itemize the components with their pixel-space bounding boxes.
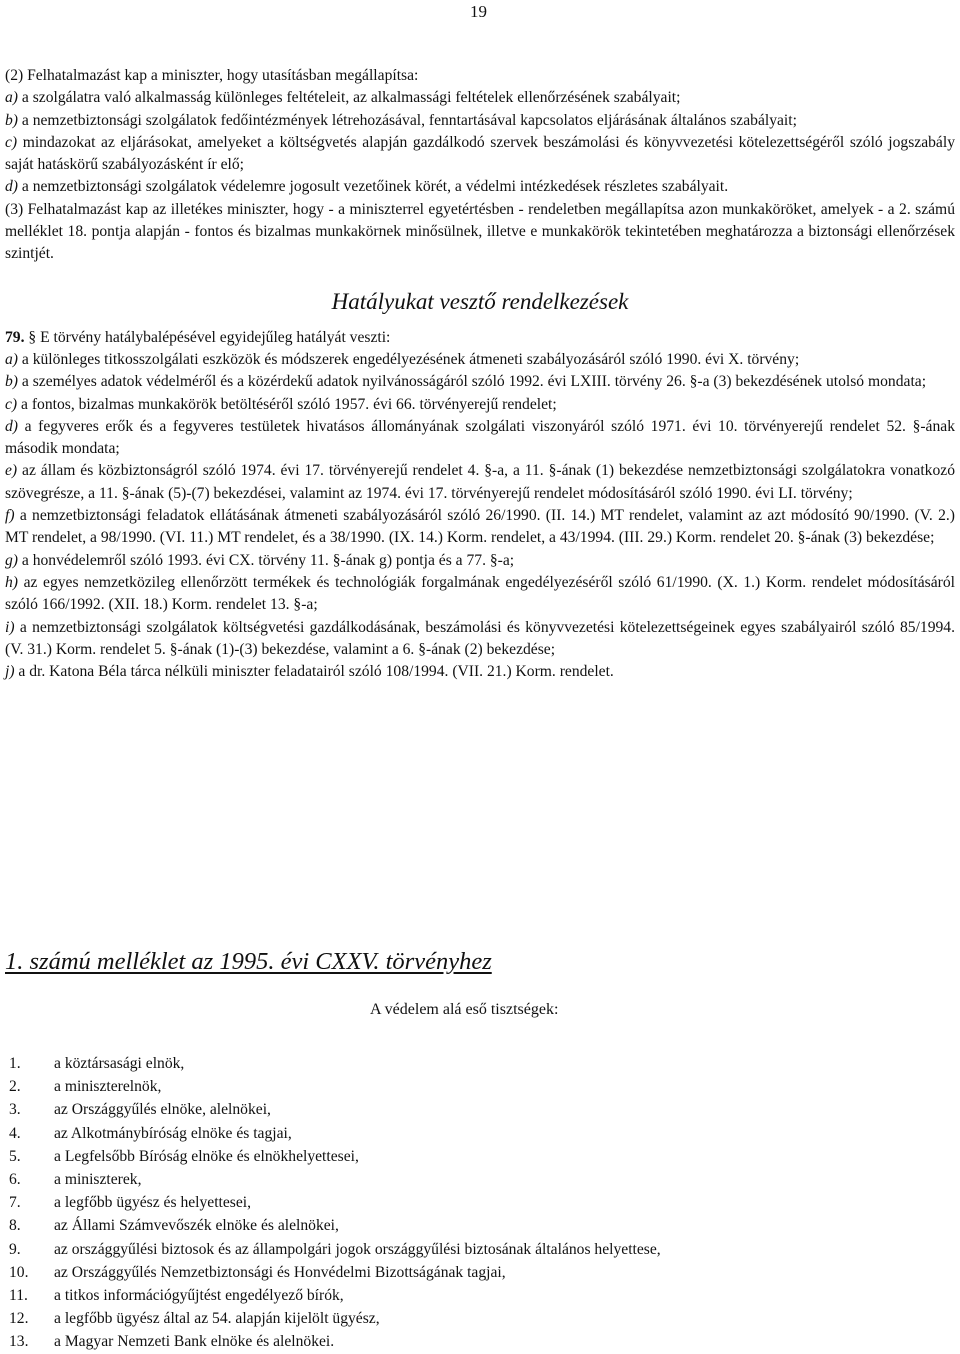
list-item-text: a miniszterelnök, xyxy=(54,1078,162,1096)
list-item-text: a legfőbb ügyész által az 54. alapján kijelölt ügyész, xyxy=(54,1310,380,1328)
page-number: 19 xyxy=(470,2,487,21)
list-item xyxy=(5,1122,661,1145)
paragraph-label: d) xyxy=(5,417,18,435)
annex-title: 1. számú melléklet az 1995. évi CXXV. törvényhez xyxy=(5,948,492,975)
list-item xyxy=(5,1075,661,1098)
paragraph xyxy=(5,349,955,371)
document-body xyxy=(5,65,955,683)
paragraph xyxy=(5,199,955,266)
paragraph-text: (3) Felhatalmazást kap az illetékes miniszter, hogy - a miniszterrel egyetértésben - rendeletben megállapítsa azon munkaköröket, amelyek - a 2. számú melléklet 18. pontja alapján - fontos és bizalmas munkakörnek minősülnek, illetve e munkakörök tekintetében meghatározza a biztonsági ellenőrzések szintjét. xyxy=(5,200,955,263)
paragraph-label: a) xyxy=(5,350,18,368)
list-item xyxy=(5,1098,661,1121)
list-item-number: 1. xyxy=(9,1055,21,1072)
paragraph-label: h) xyxy=(5,573,18,591)
list-item-text: a titkos információgyűjtést engedélyező bírók, xyxy=(54,1287,344,1305)
paragraph-text: a dr. Katona Béla tárca nélküli miniszter feladatairól szóló 108/1994. (VII. 21.) Korm. rendelet. xyxy=(14,663,614,681)
list-item xyxy=(5,1145,661,1168)
paragraph-label: f) xyxy=(5,507,15,525)
list-item-number: 3. xyxy=(9,1101,21,1119)
list-item-text: az Országgyűlés elnöke, alelnökei, xyxy=(54,1101,271,1119)
paragraph-text: a honvédelemről szóló 1993. évi CX. törvény 11. §-ának g) pontja és a 77. §-a; xyxy=(18,551,515,569)
list-item xyxy=(5,1330,661,1353)
list-item-text: az Állami Számvevőszék elnöke és alelnökei, xyxy=(54,1217,339,1235)
paragraph xyxy=(5,572,955,617)
paragraph xyxy=(5,550,955,572)
list-item-text: a miniszterek, xyxy=(54,1171,142,1189)
list-item-number: 6. xyxy=(9,1171,21,1189)
paragraph-label: i) xyxy=(5,618,15,636)
protected-positions-list xyxy=(5,1052,661,1354)
paragraph xyxy=(5,87,955,109)
paragraph xyxy=(5,371,955,393)
paragraph-text: a nemzetbiztonsági szolgálatok fedőintézmények létrehozásával, fenntartásával kapcsolatos eljárásának általános szabályait; xyxy=(18,111,797,129)
paragraph xyxy=(5,65,955,87)
paragraph-label: d) xyxy=(5,178,18,196)
paragraph-text: (2) Felhatalmazást kap a miniszter, hogy utasításban megállapítsa: xyxy=(5,67,419,84)
paragraph xyxy=(5,505,955,550)
paragraph-text: a nemzetbiztonsági feladatok ellátásának átmeneti szabályozásáról szóló 26/1990. (II. 14.) MT rendelet, valamint az azt módosító 90/1990. (V. 2.) MT rendelet, a 98/1990. (VI. 11.) MT rendelet, és a 38/1990. (IX. 14.) Korm. rendelet, a 43/1994. (III. 29.) Korm. rendelet 20. §-ának (3) bekezdése; xyxy=(5,507,955,547)
list-item-text: az Országgyűlés Nemzetbiztonsági és Honvédelmi Bizottságának tagjai, xyxy=(54,1263,506,1281)
repealed-provisions xyxy=(5,349,955,683)
article-number: 79. xyxy=(5,328,25,346)
article-text: § E törvény hatálybalépésével egyidejűleg hatályát veszti: xyxy=(24,328,391,346)
paragraph-text: a nemzetbiztonsági szolgálatok költségvetési gazdálkodásának, beszámolási és könyvvezetési kötelezettségeinek egyes szabályairól szóló 85/1994. (V. 31.) Korm. rendelet 5. §-ának (1)-(3) bekezdése, valamint a 6. §-ának (2) bekezdése; xyxy=(5,618,955,658)
paragraph-label: c) xyxy=(5,395,18,413)
paragraph xyxy=(5,661,955,683)
section-heading: Hatályukat vesztő rendelkezések xyxy=(331,288,629,314)
list-item-number: 2. xyxy=(9,1078,21,1096)
paragraph-text: az egyes nemzetközileg ellenőrzött termékek és technológiák forgalmának engedélyezéséről szóló 61/1990. (X. 1.) Korm. rendelet módosításáról szóló 166/1992. (XII. 18.) Korm. rendelet 13. §-a; xyxy=(5,573,955,614)
paragraph-text: mindazokat az eljárásokat, amelyeket a költségvetés alapján gazdálkodó szervek beszámolási és könyvvezetési kötelezettségéről szóló jogszabály saját hatáskörű szabályozásként ír elő; xyxy=(5,133,955,174)
list-item-number: 12. xyxy=(9,1310,29,1328)
list-item-text: a Magyar Nemzeti Bank elnöke és alelnökei. xyxy=(54,1333,335,1351)
paragraph-text: az állam és közbiztonságról szóló 1974. évi 17. törvényerejű rendelet 4. §-a, a 11. §-ának (1) bekezdése nemzetbiztonsági szolgálatokra vonatkozó szövegrésze, a 11. §-ának (5)-(7) bekezdései, valamint az 1974. évi 17. törvényerejű rendelet módosításáról szóló 1990. évi LI. törvény; xyxy=(5,462,955,502)
list-item-number: 13. xyxy=(9,1333,29,1351)
paragraph-text: a nemzetbiztonsági szolgálatok védelemre jogosult vezetőinek körét, a védelmi intézkedések részletes szabályait. xyxy=(18,178,729,196)
paragraph-label: g) xyxy=(5,551,18,569)
paragraph-label: e) xyxy=(5,462,18,480)
list-item-number: 8. xyxy=(9,1217,21,1235)
paragraph-text: a személyes adatok védelméről és a közérdekű adatok nyilvánosságáról szóló 1992. évi LXIII. törvény 26. §-a (3) bekezdésének utolsó mondata; xyxy=(18,373,927,391)
annex-subtitle: A védelem alá eső tisztségek: xyxy=(370,1001,559,1018)
list-item-text: a köztársasági elnök, xyxy=(54,1055,185,1072)
paragraph-label: b) xyxy=(5,111,18,129)
paragraph xyxy=(5,617,955,662)
paragraph xyxy=(5,132,955,177)
paragraph xyxy=(5,416,955,461)
list-item-number: 5. xyxy=(9,1147,21,1165)
list-item-number: 11. xyxy=(9,1287,28,1305)
list-item xyxy=(5,1261,661,1284)
list-item xyxy=(5,1307,661,1330)
list-item-number: 9. xyxy=(9,1240,21,1258)
list-item-text: az országgyűlési biztosok és az állampolgári jogok országgyűlési biztosának általános helyettese, xyxy=(54,1240,661,1258)
list-item-text: a legfőbb ügyész és helyettesei, xyxy=(54,1194,252,1212)
paragraph-text: a fontos, bizalmas munkakörök betöltéséről szóló 1957. évi 66. törvényerejű rendelet; xyxy=(17,395,557,413)
list-item xyxy=(5,1238,661,1261)
paragraph-label: c) xyxy=(5,133,18,151)
list-item xyxy=(5,1191,661,1214)
paragraph-text: a fegyveres erők és a fegyveres testületek hivatásos állományának szolgálati viszonyáról szóló 1971. évi 10. törvényerejű rendelet 52. §-ának második mondata; xyxy=(5,417,955,458)
authorization-paragraphs xyxy=(5,65,955,266)
article-79 xyxy=(5,327,955,349)
paragraph-label: b) xyxy=(5,373,18,391)
paragraph-text: a különleges titkosszolgálati eszközök és módszerek engedélyezésének átmeneti szabályozásáról szóló 1990. évi X. törvény; xyxy=(18,350,800,368)
paragraph xyxy=(5,110,955,132)
paragraph-label: a) xyxy=(5,89,18,107)
list-item-text: a Legfelsőbb Bíróság elnöke és elnökhelyettesei, xyxy=(54,1147,359,1165)
list-item-number: 4. xyxy=(9,1124,21,1142)
list-item-text: az Alkotmánybíróság elnöke és tagjai, xyxy=(54,1124,292,1142)
list-item xyxy=(5,1214,661,1237)
paragraph xyxy=(5,460,955,505)
list-item-number: 10. xyxy=(9,1263,29,1281)
paragraph xyxy=(5,394,955,416)
list-item xyxy=(5,1284,661,1307)
list-item xyxy=(5,1052,661,1075)
paragraph-label: j) xyxy=(5,663,15,681)
paragraph xyxy=(5,176,955,198)
list-item xyxy=(5,1168,661,1191)
paragraph-text: a szolgálatra való alkalmasság különleges feltételeit, az alkalmassági feltételek ellenőrzésének szabályait; xyxy=(18,89,681,107)
list-item-number: 7. xyxy=(9,1194,21,1212)
